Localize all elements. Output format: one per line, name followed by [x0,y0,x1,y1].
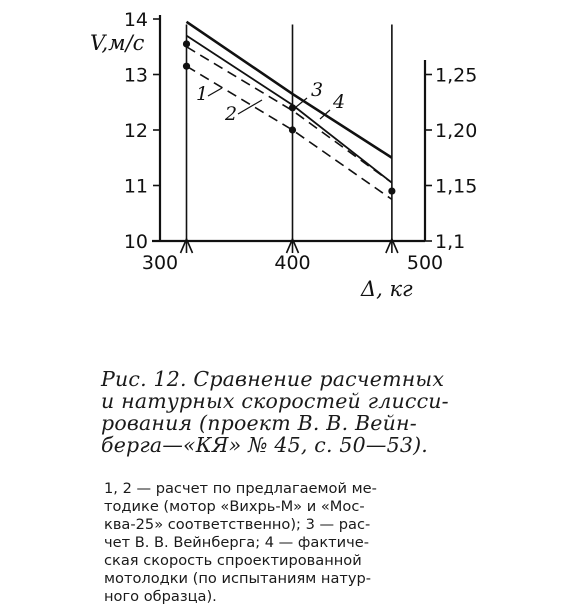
y-tick-label: 10 [123,231,148,253]
y2-tick-label: 1,1 [435,231,466,253]
figure-legend [104,480,470,606]
legend-line: ская скорость спроектированной [104,552,362,569]
series-label-2: 2 [225,103,238,125]
series-label-leader [208,88,222,96]
series-layer [187,22,392,200]
y2-tick-label: 1,25 [435,64,478,87]
legend-line: ква-25» соответственно); 3 — рас- [104,516,371,533]
y-tick-label: 11 [123,175,148,198]
grid-layer [181,25,398,253]
series-line-2 [187,47,392,183]
legend-line: 1, 2 — расчет по предлагаемой ме- [104,480,377,497]
caption-line: берга—«КЯ» № 45, с. 50—53). [101,433,429,457]
caption-line: и натурных скоростей глисси- [101,389,449,413]
legend-line: чет В. В. Вейнберга; 4 — фактиче- [104,534,369,551]
y-tick-label: 12 [123,120,148,142]
data-marker [183,63,190,70]
y-tick-label: 13 [123,64,148,87]
x-tick-label: 400 [274,252,311,274]
x-tick-label: 300 [141,252,179,274]
data-marker [289,126,296,133]
legend-line: мотолодки (по испытаниям натур- [104,570,372,587]
series-line-1 [187,66,392,199]
caption-line: Рис. 12. Сравнение расчетных [101,367,445,391]
data-marker [289,104,296,111]
series-line-3 [187,22,392,158]
series-label-4: 4 [333,91,346,113]
data-marker [388,187,395,194]
y2-tick-label: 1,20 [435,120,478,142]
series-label-leader [238,100,262,114]
series-label-1: 1 [196,83,209,105]
figure-caption [101,368,473,456]
data-marker [183,40,190,47]
y-tick-label: 14 [123,9,148,31]
y-axis-title: V,м/с [90,31,145,55]
caption-line: рования (проект В. В. Вейн- [101,411,417,435]
series-label-3: 3 [311,79,324,101]
x-tick-label: 500 [406,252,444,274]
x-axis-title: Δ, кг [361,277,413,301]
y2-tick-label: 1,15 [435,175,478,198]
legend-line: тодике (мотор «Вихрь-М» и «Мос- [104,498,365,515]
legend-line: ного образца). [104,588,217,605]
